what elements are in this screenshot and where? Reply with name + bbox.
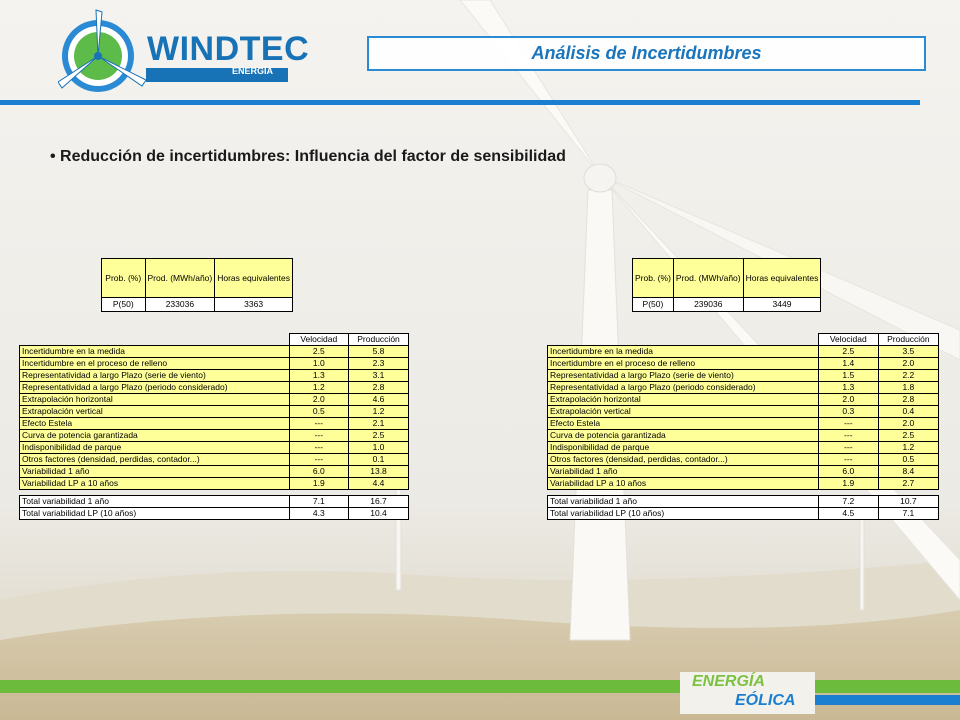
footer-eolica: EÓLICA (735, 692, 796, 709)
row-label: Extrapolación horizontal (20, 394, 290, 406)
table-row (548, 454, 939, 466)
footer-energia: ENERGÍA (692, 673, 765, 690)
row-label: Curva de potencia garantizada (548, 430, 819, 442)
row-velocidad: 2.0 (818, 394, 878, 406)
row-produccion: 0.4 (878, 406, 938, 418)
row-velocidad: --- (818, 430, 878, 442)
summary-cell: 3363 (215, 298, 293, 312)
row-label: Incertidumbre en la medida (548, 346, 819, 358)
row-velocidad: 1.3 (289, 370, 349, 382)
row-produccion: 2.5 (349, 430, 409, 442)
table-row (20, 382, 409, 394)
row-produccion: 8.4 (878, 466, 938, 478)
row-velocidad: 6.0 (818, 466, 878, 478)
row-velocidad: --- (289, 442, 349, 454)
row-velocidad: 2.5 (289, 346, 349, 358)
row-label: Representatividad a largo Plazo (periodo considerado) (20, 382, 290, 394)
table-row (20, 430, 409, 442)
column-header-produccion: Producción (878, 334, 938, 346)
row-velocidad: 1.4 (818, 358, 878, 370)
table-row (20, 370, 409, 382)
total-label: Total variabilidad LP (10 años) (20, 508, 290, 520)
summary-cell: P(50) (102, 298, 146, 312)
table-row (548, 442, 939, 454)
summary-header: Prob. (%) (102, 259, 146, 298)
total-label: Total variabilidad LP (10 años) (548, 508, 819, 520)
row-velocidad: 1.9 (289, 478, 349, 490)
row-label: Indisponibilidad de parque (20, 442, 290, 454)
table-row (20, 406, 409, 418)
header-spacer (548, 334, 819, 346)
row-produccion: 1.0 (349, 442, 409, 454)
row-velocidad: 1.9 (818, 478, 878, 490)
row-label: Representatividad a largo Plazo (serie de viento) (548, 370, 819, 382)
table-header-row (548, 334, 939, 346)
table-row (548, 406, 939, 418)
table-row (20, 454, 409, 466)
row-produccion: 3.1 (349, 370, 409, 382)
row-label: Efecto Estela (548, 418, 819, 430)
total-produccion: 16.7 (349, 496, 409, 508)
total-row (20, 508, 409, 520)
row-velocidad: --- (818, 454, 878, 466)
row-produccion: 0.1 (349, 454, 409, 466)
total-velocidad: 4.3 (289, 508, 349, 520)
table-row (548, 358, 939, 370)
column-header-produccion: Producción (349, 334, 409, 346)
row-label: Extrapolación horizontal (548, 394, 819, 406)
bullet-heading: • Reducción de incertidumbres: Influencia del factor de sensibilidad (50, 148, 566, 165)
table-row (20, 346, 409, 358)
total-row (548, 496, 939, 508)
brand-name: WINDTEC (147, 30, 310, 68)
row-label: Incertidumbre en el proceso de relleno (548, 358, 819, 370)
row-label: Otros factores (densidad, perdidas, contador...) (20, 454, 290, 466)
table-row (548, 370, 939, 382)
row-velocidad: 1.0 (289, 358, 349, 370)
summary-header: Prob. (%) (633, 259, 674, 298)
row-produccion: 1.2 (878, 442, 938, 454)
row-label: Incertidumbre en la medida (20, 346, 290, 358)
total-produccion: 10.4 (349, 508, 409, 520)
row-produccion: 2.3 (349, 358, 409, 370)
table-row (20, 418, 409, 430)
row-velocidad: 2.0 (289, 394, 349, 406)
header-divider (0, 100, 920, 105)
table-row (548, 394, 939, 406)
table-row (548, 346, 939, 358)
total-velocidad: 4.5 (818, 508, 878, 520)
row-produccion: 4.6 (349, 394, 409, 406)
table-row (548, 478, 939, 490)
row-label: Incertidumbre en el proceso de relleno (20, 358, 290, 370)
table-row (548, 466, 939, 478)
row-label: Efecto Estela (20, 418, 290, 430)
row-velocidad: 2.5 (818, 346, 878, 358)
row-velocidad: 0.5 (289, 406, 349, 418)
row-label: Variabilidad LP a 10 años (20, 478, 290, 490)
row-produccion: 1.2 (349, 406, 409, 418)
table-header-row (20, 334, 409, 346)
table-row (548, 418, 939, 430)
summary-cell: 3449 (743, 298, 821, 312)
row-velocidad: --- (289, 418, 349, 430)
footer-green-bar (0, 680, 960, 693)
row-label: Representatividad a largo Plazo (periodo considerado) (548, 382, 819, 394)
table-row (20, 442, 409, 454)
column-header-velocidad: Velocidad (289, 334, 349, 346)
total-velocidad: 7.1 (289, 496, 349, 508)
row-velocidad: 1.3 (818, 382, 878, 394)
row-produccion: 2.7 (878, 478, 938, 490)
row-velocidad: --- (818, 418, 878, 430)
summary-cell: P(50) (633, 298, 674, 312)
row-produccion: 3.5 (878, 346, 938, 358)
summary-cell: 233036 (145, 298, 215, 312)
bullet-text: Reducción de incertidumbres: Influencia del factor de sensibilidad (60, 148, 566, 165)
table-row (548, 382, 939, 394)
footer-blue-bar (815, 695, 960, 705)
row-produccion: 1.8 (878, 382, 938, 394)
total-produccion: 10.7 (878, 496, 938, 508)
total-produccion: 7.1 (878, 508, 938, 520)
page-title: Análisis de Incertidumbres (367, 36, 926, 71)
row-velocidad: 6.0 (289, 466, 349, 478)
row-label: Representatividad a largo Plazo (serie de viento) (20, 370, 290, 382)
row-label: Extrapolación vertical (20, 406, 290, 418)
total-label: Total variabilidad 1 año (20, 496, 290, 508)
row-produccion: 2.5 (878, 430, 938, 442)
row-velocidad: --- (818, 442, 878, 454)
summary-header: Horas equivalentes (215, 259, 293, 298)
right-summary-table (632, 258, 821, 312)
table-row (20, 358, 409, 370)
row-produccion: 2.0 (878, 358, 938, 370)
total-label: Total variabilidad 1 año (548, 496, 819, 508)
row-label: Variabilidad 1 año (20, 466, 290, 478)
row-produccion: 13.8 (349, 466, 409, 478)
total-row (548, 508, 939, 520)
row-produccion: 0.5 (878, 454, 938, 466)
row-label: Indisponibilidad de parque (548, 442, 819, 454)
row-label: Curva de potencia garantizada (20, 430, 290, 442)
summary-header: Horas equivalentes (743, 259, 821, 298)
table-row (20, 478, 409, 490)
row-produccion: 2.2 (878, 370, 938, 382)
row-label: Variabilidad 1 año (548, 466, 819, 478)
summary-header: Prod. (MWh/año) (145, 259, 215, 298)
row-velocidad: 1.5 (818, 370, 878, 382)
row-produccion: 2.0 (878, 418, 938, 430)
right-uncertainty-table (547, 333, 939, 520)
summary-header: Prod. (MWh/año) (673, 259, 743, 298)
row-produccion: 2.8 (878, 394, 938, 406)
table-row (548, 430, 939, 442)
brand-subtitle: ENERGÍA (232, 66, 274, 76)
summary-cell: 239036 (673, 298, 743, 312)
total-row (20, 496, 409, 508)
total-velocidad: 7.2 (818, 496, 878, 508)
row-label: Otros factores (densidad, perdidas, contador...) (548, 454, 819, 466)
row-produccion: 2.8 (349, 382, 409, 394)
row-velocidad: 0.3 (818, 406, 878, 418)
row-velocidad: --- (289, 430, 349, 442)
row-produccion: 4.4 (349, 478, 409, 490)
row-velocidad: --- (289, 454, 349, 466)
row-produccion: 5.8 (349, 346, 409, 358)
column-header-velocidad: Velocidad (818, 334, 878, 346)
table-row (20, 394, 409, 406)
row-produccion: 2.1 (349, 418, 409, 430)
row-label: Variabilidad LP a 10 años (548, 478, 819, 490)
table-row (20, 466, 409, 478)
header-spacer (20, 334, 290, 346)
row-label: Extrapolación vertical (548, 406, 819, 418)
row-velocidad: 1.2 (289, 382, 349, 394)
left-summary-table (101, 258, 293, 312)
left-uncertainty-table (19, 333, 409, 520)
